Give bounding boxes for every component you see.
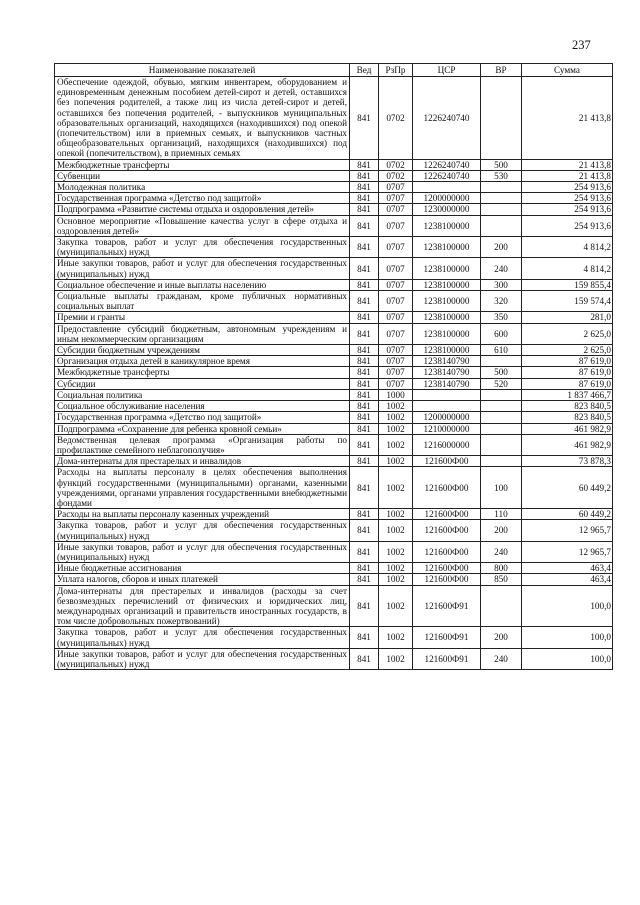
cell-csr: 1238100000 bbox=[413, 279, 481, 290]
cell-rzpr: 0702 bbox=[379, 159, 413, 170]
cell-rzpr: 1002 bbox=[379, 456, 413, 467]
cell-sum: 12 965,7 bbox=[522, 541, 613, 562]
cell-vr bbox=[481, 77, 522, 160]
table-row bbox=[55, 367, 613, 378]
cell-ved: 841 bbox=[350, 159, 379, 170]
cell-sum: 254 913,6 bbox=[522, 182, 613, 193]
table-row bbox=[55, 279, 613, 290]
cell-csr: 121600Ф91 bbox=[413, 648, 481, 669]
cell-sum: 1 837 466,7 bbox=[522, 389, 613, 400]
cell-sum: 21 413,8 bbox=[522, 77, 613, 160]
cell-vr: 850 bbox=[481, 574, 522, 585]
cell-sum: 254 913,6 bbox=[522, 215, 613, 236]
cell-vr bbox=[481, 389, 522, 400]
cell-name: Социальные выплаты гражданам, кроме публичных нормативных социальных выплат bbox=[55, 291, 350, 312]
cell-name: Межбюджетные трансферты bbox=[55, 159, 350, 170]
cell-csr: 121600Ф00 bbox=[413, 509, 481, 520]
cell-name: Расходы на выплаты персоналу казенных учреждений bbox=[55, 509, 350, 520]
cell-sum: 823 840,5 bbox=[522, 401, 613, 412]
cell-ved: 841 bbox=[350, 541, 379, 562]
cell-ved: 841 bbox=[350, 77, 379, 160]
cell-csr bbox=[413, 182, 481, 193]
cell-vr: 800 bbox=[481, 563, 522, 574]
cell-sum: 12 965,7 bbox=[522, 520, 613, 541]
cell-vr bbox=[481, 434, 522, 455]
cell-csr: 1210000000 bbox=[413, 423, 481, 434]
cell-name: Премии и гранты bbox=[55, 312, 350, 323]
cell-rzpr: 1002 bbox=[379, 423, 413, 434]
table-row bbox=[55, 627, 613, 648]
cell-ved: 841 bbox=[350, 585, 379, 627]
cell-rzpr: 1002 bbox=[379, 412, 413, 423]
cell-sum: 4 814,2 bbox=[522, 237, 613, 258]
cell-name: Дома-интернаты для престарелых и инвалидов (расходы за счет безвозмездных перечислений от физических и юридических лиц, международных организаций и правительств иностранных государств, в том числе добровольных пожертвований) bbox=[55, 585, 350, 627]
cell-ved: 841 bbox=[350, 367, 379, 378]
cell-csr: 1238140790 bbox=[413, 378, 481, 389]
cell-ved: 841 bbox=[350, 323, 379, 344]
cell-rzpr: 1002 bbox=[379, 434, 413, 455]
cell-rzpr: 1002 bbox=[379, 574, 413, 585]
cell-vr bbox=[481, 215, 522, 236]
cell-vr bbox=[481, 423, 522, 434]
cell-csr: 1238140790 bbox=[413, 356, 481, 367]
cell-csr: 121600Ф00 bbox=[413, 520, 481, 541]
table-row bbox=[55, 345, 613, 356]
cell-name: Иные закупки товаров, работ и услуг для обеспечения государственных (муниципальных) нужд bbox=[55, 648, 350, 669]
cell-ved: 841 bbox=[350, 467, 379, 509]
table-row bbox=[55, 563, 613, 574]
table-row bbox=[55, 401, 613, 412]
cell-sum: 100,0 bbox=[522, 648, 613, 669]
table-row bbox=[55, 456, 613, 467]
table-row bbox=[55, 193, 613, 204]
cell-csr: 1238100000 bbox=[413, 291, 481, 312]
cell-ved: 841 bbox=[350, 648, 379, 669]
table-row bbox=[55, 356, 613, 367]
cell-rzpr: 1002 bbox=[379, 585, 413, 627]
cell-vr: 200 bbox=[481, 520, 522, 541]
cell-sum: 60 449,2 bbox=[522, 509, 613, 520]
table-row bbox=[55, 323, 613, 344]
cell-name: Закупка товаров, работ и услуг для обеспечения государственных (муниципальных) нужд bbox=[55, 237, 350, 258]
cell-vr bbox=[481, 182, 522, 193]
cell-vr bbox=[481, 456, 522, 467]
cell-ved: 841 bbox=[350, 182, 379, 193]
cell-ved: 841 bbox=[350, 423, 379, 434]
cell-sum: 87 619,0 bbox=[522, 367, 613, 378]
cell-ved: 841 bbox=[350, 215, 379, 236]
table-row bbox=[55, 574, 613, 585]
cell-sum: 21 413,8 bbox=[522, 170, 613, 181]
cell-rzpr: 1000 bbox=[379, 389, 413, 400]
cell-ved: 841 bbox=[350, 401, 379, 412]
cell-rzpr: 1002 bbox=[379, 467, 413, 509]
table-row bbox=[55, 412, 613, 423]
cell-rzpr: 0707 bbox=[379, 312, 413, 323]
cell-name: Иные закупки товаров, работ и услуг для обеспечения государственных (муниципальных) нужд bbox=[55, 258, 350, 279]
cell-name: Социальное обеспечение и иные выплаты населению bbox=[55, 279, 350, 290]
cell-csr: 1238100000 bbox=[413, 345, 481, 356]
cell-name: Уплата налогов, сборов и иных платежей bbox=[55, 574, 350, 585]
cell-vr bbox=[481, 412, 522, 423]
cell-csr: 121600Ф91 bbox=[413, 627, 481, 648]
cell-ved: 841 bbox=[350, 345, 379, 356]
cell-rzpr: 1002 bbox=[379, 509, 413, 520]
cell-ved: 841 bbox=[350, 627, 379, 648]
cell-rzpr: 0707 bbox=[379, 279, 413, 290]
cell-name: Предоставление субсидий бюджетным, автономным учреждениям и иным некоммерческим организациям bbox=[55, 323, 350, 344]
cell-vr: 500 bbox=[481, 367, 522, 378]
table-row bbox=[55, 237, 613, 258]
column-header-csr: ЦСР bbox=[413, 64, 481, 77]
cell-rzpr: 0707 bbox=[379, 182, 413, 193]
cell-vr: 600 bbox=[481, 323, 522, 344]
cell-name: Расходы на выплаты персоналу в целях обеспечения выполнения функций государственными (муниципальными) органами, казенными учреждениями, органами управления государственными внебюджетными фондами bbox=[55, 467, 350, 509]
cell-vr: 110 bbox=[481, 509, 522, 520]
cell-csr: 1216000000 bbox=[413, 434, 481, 455]
budget-table bbox=[54, 63, 613, 670]
cell-sum: 461 982,9 bbox=[522, 434, 613, 455]
cell-rzpr: 1002 bbox=[379, 648, 413, 669]
cell-name: Ведомственная целевая программа «Организация работы по профилактике семейного неблагополучия» bbox=[55, 434, 350, 455]
table-body bbox=[55, 77, 613, 670]
cell-ved: 841 bbox=[350, 434, 379, 455]
cell-ved: 841 bbox=[350, 312, 379, 323]
cell-name: Социальное обслуживание населения bbox=[55, 401, 350, 412]
cell-vr: 350 bbox=[481, 312, 522, 323]
cell-vr: 610 bbox=[481, 345, 522, 356]
cell-name: Государственная программа «Детство под защитой» bbox=[55, 193, 350, 204]
cell-ved: 841 bbox=[350, 204, 379, 215]
cell-sum: 254 913,6 bbox=[522, 204, 613, 215]
cell-name: Межбюджетные трансферты bbox=[55, 367, 350, 378]
table-header-row bbox=[55, 64, 613, 77]
table-row bbox=[55, 389, 613, 400]
cell-ved: 841 bbox=[350, 279, 379, 290]
cell-csr bbox=[413, 389, 481, 400]
cell-name: Основное мероприятие «Повышение качества услуг в сфере отдыха и оздоровления детей» bbox=[55, 215, 350, 236]
table-row bbox=[55, 312, 613, 323]
cell-vr bbox=[481, 401, 522, 412]
table-row bbox=[55, 182, 613, 193]
cell-rzpr: 1002 bbox=[379, 627, 413, 648]
cell-sum: 281,0 bbox=[522, 312, 613, 323]
cell-vr: 300 bbox=[481, 279, 522, 290]
cell-vr: 200 bbox=[481, 237, 522, 258]
table-row bbox=[55, 423, 613, 434]
cell-vr: 200 bbox=[481, 627, 522, 648]
cell-rzpr: 0707 bbox=[379, 323, 413, 344]
cell-rzpr: 0707 bbox=[379, 291, 413, 312]
cell-ved: 841 bbox=[350, 456, 379, 467]
cell-vr: 520 bbox=[481, 378, 522, 389]
cell-csr: 1226240740 bbox=[413, 77, 481, 160]
cell-ved: 841 bbox=[350, 193, 379, 204]
cell-vr: 240 bbox=[481, 258, 522, 279]
table-row bbox=[55, 258, 613, 279]
cell-vr bbox=[481, 356, 522, 367]
cell-name: Субвенции bbox=[55, 170, 350, 181]
cell-sum: 254 913,6 bbox=[522, 193, 613, 204]
cell-csr: 121600Ф00 bbox=[413, 467, 481, 509]
cell-csr: 1230000000 bbox=[413, 204, 481, 215]
cell-name: Подпрограмма «Сохранение для ребенка кровной семьи» bbox=[55, 423, 350, 434]
table-row bbox=[55, 170, 613, 181]
cell-ved: 841 bbox=[350, 258, 379, 279]
cell-csr: 1200000000 bbox=[413, 193, 481, 204]
cell-csr: 1200000000 bbox=[413, 412, 481, 423]
cell-csr: 121600Ф00 bbox=[413, 456, 481, 467]
column-header-rzpr: РзПр bbox=[379, 64, 413, 77]
cell-sum: 159 574,4 bbox=[522, 291, 613, 312]
cell-ved: 841 bbox=[350, 520, 379, 541]
cell-ved: 841 bbox=[350, 356, 379, 367]
cell-ved: 841 bbox=[350, 170, 379, 181]
cell-sum: 461 982,9 bbox=[522, 423, 613, 434]
table-row bbox=[55, 159, 613, 170]
cell-name: Обеспечение одеждой, обувью, мягким инвентарем, оборудованием и единовременным денежным пособием детей-сирот и детей, оставшихся без попечения родителей, а также лиц из числа детей-сирот и детей, оставшихся без попечения родителей, - выпускников муниципальных образовательных организаций, находящихся (находившихся) под опекой (попечительством) или в приемных семьях, и выпускников частных общеобразовательных организаций, находящихся (находившихся) под опекой (попечительством), в приемных семьях bbox=[55, 77, 350, 160]
cell-name: Дома-интернаты для престарелых и инвалидов bbox=[55, 456, 350, 467]
cell-name: Государственная программа «Детство под защитой» bbox=[55, 412, 350, 423]
cell-ved: 841 bbox=[350, 574, 379, 585]
column-header-ved: Вед bbox=[350, 64, 379, 77]
cell-vr: 500 bbox=[481, 159, 522, 170]
cell-rzpr: 0707 bbox=[379, 367, 413, 378]
cell-rzpr: 0707 bbox=[379, 378, 413, 389]
table-row bbox=[55, 541, 613, 562]
table-row bbox=[55, 509, 613, 520]
cell-rzpr: 0707 bbox=[379, 237, 413, 258]
table-row bbox=[55, 648, 613, 669]
cell-rzpr: 0707 bbox=[379, 258, 413, 279]
cell-csr bbox=[413, 401, 481, 412]
table-row bbox=[55, 585, 613, 627]
page-number: 237 bbox=[572, 38, 591, 52]
cell-name: Закупка товаров, работ и услуг для обеспечения государственных (муниципальных) нужд bbox=[55, 627, 350, 648]
cell-rzpr: 1002 bbox=[379, 520, 413, 541]
cell-rzpr: 1002 bbox=[379, 563, 413, 574]
cell-csr: 1226240740 bbox=[413, 159, 481, 170]
cell-rzpr: 1002 bbox=[379, 541, 413, 562]
cell-sum: 2 625,0 bbox=[522, 345, 613, 356]
cell-rzpr: 0702 bbox=[379, 77, 413, 160]
cell-vr bbox=[481, 193, 522, 204]
cell-vr: 240 bbox=[481, 541, 522, 562]
cell-rzpr: 0707 bbox=[379, 356, 413, 367]
column-header-name: Наименование показателей bbox=[55, 64, 350, 77]
cell-sum: 2 625,0 bbox=[522, 323, 613, 344]
cell-sum: 159 855,4 bbox=[522, 279, 613, 290]
cell-vr: 100 bbox=[481, 467, 522, 509]
table-row bbox=[55, 520, 613, 541]
cell-csr: 121600Ф00 bbox=[413, 541, 481, 562]
cell-sum: 823 840,5 bbox=[522, 412, 613, 423]
cell-name: Социальная политика bbox=[55, 389, 350, 400]
table-row bbox=[55, 77, 613, 160]
cell-csr: 121600Ф91 bbox=[413, 585, 481, 627]
cell-rzpr: 0702 bbox=[379, 170, 413, 181]
column-header-vr: ВР bbox=[481, 64, 522, 77]
cell-sum: 100,0 bbox=[522, 627, 613, 648]
cell-csr: 1238100000 bbox=[413, 258, 481, 279]
cell-ved: 841 bbox=[350, 237, 379, 258]
cell-name: Субсидии бюджетным учреждениям bbox=[55, 345, 350, 356]
table-row bbox=[55, 291, 613, 312]
cell-rzpr: 0707 bbox=[379, 193, 413, 204]
cell-sum: 100,0 bbox=[522, 585, 613, 627]
cell-vr bbox=[481, 585, 522, 627]
cell-vr: 240 bbox=[481, 648, 522, 669]
cell-sum: 87 619,0 bbox=[522, 356, 613, 367]
cell-sum: 21 413,8 bbox=[522, 159, 613, 170]
cell-vr bbox=[481, 204, 522, 215]
cell-csr: 1238100000 bbox=[413, 215, 481, 236]
cell-csr: 121600Ф00 bbox=[413, 574, 481, 585]
cell-name: Организация отдыха детей в каникулярное время bbox=[55, 356, 350, 367]
cell-ved: 841 bbox=[350, 412, 379, 423]
cell-sum: 87 619,0 bbox=[522, 378, 613, 389]
cell-sum: 60 449,2 bbox=[522, 467, 613, 509]
table-row bbox=[55, 434, 613, 455]
cell-sum: 463,4 bbox=[522, 574, 613, 585]
cell-name: Субсидии bbox=[55, 378, 350, 389]
cell-vr: 530 bbox=[481, 170, 522, 181]
cell-name: Иные бюджетные ассигнования bbox=[55, 563, 350, 574]
cell-csr: 1226240740 bbox=[413, 170, 481, 181]
cell-csr: 1238100000 bbox=[413, 312, 481, 323]
cell-name: Закупка товаров, работ и услуг для обеспечения государственных (муниципальных) нужд bbox=[55, 520, 350, 541]
cell-sum: 463,4 bbox=[522, 563, 613, 574]
cell-name: Иные закупки товаров, работ и услуг для обеспечения государственных (муниципальных) нужд bbox=[55, 541, 350, 562]
cell-csr: 121600Ф00 bbox=[413, 563, 481, 574]
table-row bbox=[55, 215, 613, 236]
cell-sum: 4 814,2 bbox=[522, 258, 613, 279]
cell-ved: 841 bbox=[350, 563, 379, 574]
cell-csr: 1238100000 bbox=[413, 237, 481, 258]
cell-rzpr: 0707 bbox=[379, 215, 413, 236]
table-row bbox=[55, 378, 613, 389]
cell-ved: 841 bbox=[350, 389, 379, 400]
cell-name: Молодежная политика bbox=[55, 182, 350, 193]
cell-csr: 1238100000 bbox=[413, 323, 481, 344]
cell-ved: 841 bbox=[350, 509, 379, 520]
cell-ved: 841 bbox=[350, 291, 379, 312]
table-row bbox=[55, 467, 613, 509]
cell-sum: 73 878,3 bbox=[522, 456, 613, 467]
cell-name: Подпрограмма «Развитие системы отдыха и оздоровления детей» bbox=[55, 204, 350, 215]
cell-vr: 320 bbox=[481, 291, 522, 312]
column-header-sum: Сумма bbox=[522, 64, 613, 77]
cell-rzpr: 0707 bbox=[379, 345, 413, 356]
table-row bbox=[55, 204, 613, 215]
cell-csr: 1238140790 bbox=[413, 367, 481, 378]
cell-rzpr: 1002 bbox=[379, 401, 413, 412]
cell-ved: 841 bbox=[350, 378, 379, 389]
cell-rzpr: 0707 bbox=[379, 204, 413, 215]
